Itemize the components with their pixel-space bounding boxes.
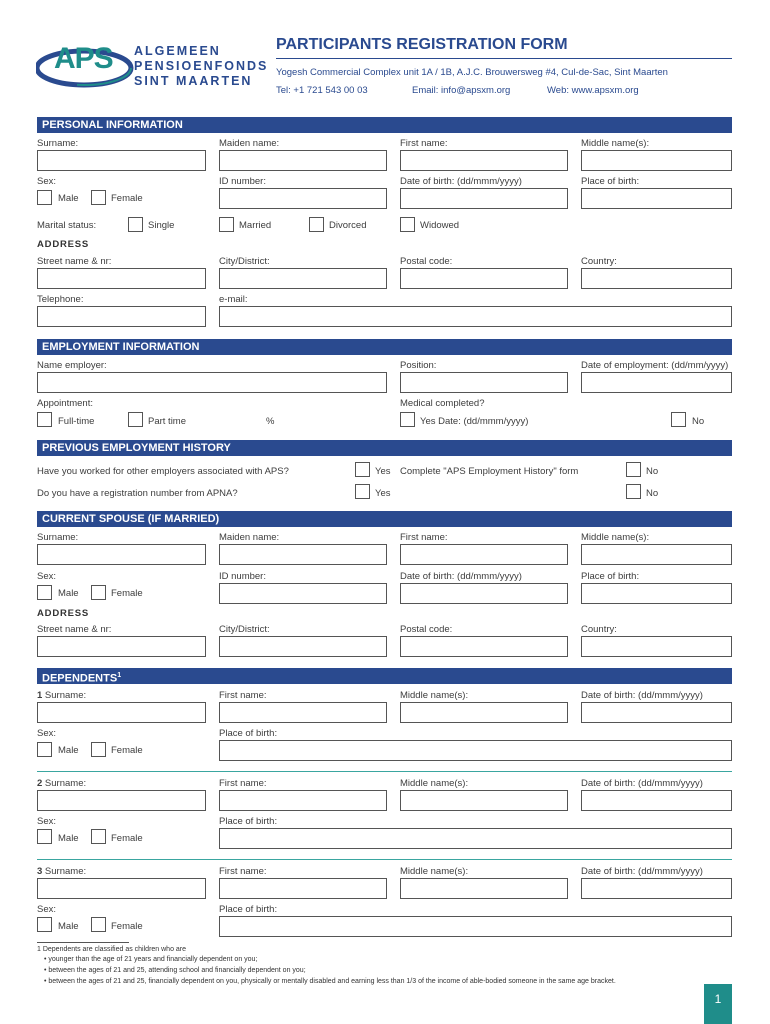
footnote-line-4: • between the ages of 21 and 25, financially dependent on you, physically or mentally disabled and earning less than 1/3 of the income of able-bodied someone in the same age bracket. (44, 978, 616, 985)
dependent-2-number: 2 (37, 778, 43, 789)
married-checkbox[interactable] (219, 217, 234, 232)
dependent-2-surname-label (37, 778, 86, 789)
header-email[interactable]: Email: info@apsxm.org (412, 85, 511, 96)
spouse-male-checkbox[interactable] (37, 585, 52, 600)
spouse-city-field[interactable] (219, 636, 387, 657)
country-label: Country: (581, 256, 617, 267)
dependent-3-sex-label: Sex: (37, 904, 57, 915)
dependent-3-surname-text: Surname: (42, 866, 87, 877)
spouse-pob-field[interactable] (581, 583, 732, 604)
dependent-3-surname-label (37, 866, 86, 877)
complete-history-label: Complete "APS Employment History" form (400, 466, 579, 477)
male-checkbox[interactable] (37, 190, 52, 205)
first-name-field[interactable] (400, 150, 568, 171)
dependent-3-middle-field[interactable] (400, 878, 568, 899)
dependent-2-dob-label: Date of birth: (dd/mmm/yyyy) (581, 778, 703, 789)
dependent-1-dob-label: Date of birth: (dd/mmm/yyyy) (581, 690, 703, 701)
dependent-1-middle-label: Middle name(s): (400, 690, 469, 701)
employment-date-field[interactable] (581, 372, 732, 393)
position-field[interactable] (400, 372, 568, 393)
spouse-first-field[interactable] (400, 544, 568, 565)
spouse-maiden-label: Maiden name: (219, 532, 280, 543)
fulltime-checkbox[interactable] (37, 412, 52, 427)
dependent-2-middle-field[interactable] (400, 790, 568, 811)
dependent-2-sex-label: Sex: (37, 816, 57, 827)
divorced-checkbox[interactable] (309, 217, 324, 232)
spouse-sex-label: Sex: (37, 571, 57, 582)
title-underline (276, 58, 732, 59)
dependent-3-surname-field[interactable] (37, 878, 206, 899)
dependent-1-number: 1 (37, 690, 43, 701)
dependent-2-first-label: First name: (219, 778, 267, 789)
city-field[interactable] (219, 268, 387, 289)
medical-label: Medical completed? (400, 398, 485, 409)
street-label: Street name & nr: (37, 256, 112, 267)
dependent-1-female-checkbox[interactable] (91, 742, 106, 757)
maiden-name-label: Maiden name: (219, 138, 280, 149)
page-number: 1 (704, 984, 732, 1024)
telephone-field[interactable] (37, 306, 206, 327)
single-checkbox[interactable] (128, 217, 143, 232)
dependent-2-pob-label: Place of birth: (219, 816, 278, 827)
header-tel: Tel: +1 721 543 00 03 (276, 85, 368, 96)
dependent-1-middle-field[interactable] (400, 702, 568, 723)
postal-field[interactable] (400, 268, 568, 289)
dependent-2-dob-field[interactable] (581, 790, 732, 811)
section-dependents (37, 668, 732, 684)
dependent-3-middle-label: Middle name(s): (400, 866, 469, 877)
divorced-label: Divorced (329, 220, 367, 231)
id-number-label: ID number: (219, 176, 266, 187)
telephone-label: Telephone: (37, 294, 84, 305)
dependents-footnote-ref: 1 (117, 672, 122, 679)
medical-no-label: No (692, 416, 705, 427)
apna-yes-label: Yes (375, 488, 391, 499)
dependent-3-first-label: First name: (219, 866, 267, 877)
spouse-id-field[interactable] (219, 583, 387, 604)
medical-yes-checkbox[interactable] (400, 412, 415, 427)
marital-status-label: Marital status: (37, 220, 97, 231)
spouse-maiden-field[interactable] (219, 544, 387, 565)
email-field[interactable] (219, 306, 732, 327)
spouse-male-label: Male (58, 588, 79, 599)
spouse-pob-label: Place of birth: (581, 571, 640, 582)
dependent-divider-1 (37, 771, 732, 772)
dependent-2-first-field[interactable] (219, 790, 387, 811)
footnote-line-3: • between the ages of 21 and 25, attending school and financially dependent on you; (44, 967, 306, 974)
spouse-dob-label: Date of birth: (dd/mmm/yyyy) (400, 571, 522, 582)
spouse-street-field[interactable] (37, 636, 206, 657)
footnote-rule (37, 942, 129, 943)
dependent-1-surname-field[interactable] (37, 702, 206, 723)
dependent-1-dob-field[interactable] (581, 702, 732, 723)
header-address: Yogesh Commercial Complex unit 1A / 1B, A.J.C. Brouwersweg #4, Cul-de-Sac, Sint Maarten (276, 67, 668, 78)
dependent-2-surname-text: Surname: (42, 778, 87, 789)
male-label: Male (58, 193, 79, 204)
apna-no-label: No (646, 488, 659, 499)
employment-date-label: Date of employment: (dd/mm/yyyy) (581, 360, 729, 371)
spouse-country-field[interactable] (581, 636, 732, 657)
spouse-female-checkbox[interactable] (91, 585, 106, 600)
spouse-city-label: City/District: (219, 624, 270, 635)
first-name-label: First name: (400, 138, 448, 149)
maiden-name-field[interactable] (219, 150, 387, 171)
dependent-2-female-checkbox[interactable] (91, 829, 106, 844)
dependent-1-pob-field[interactable] (219, 740, 732, 761)
parttime-checkbox[interactable] (128, 412, 143, 427)
medical-no-checkbox[interactable] (671, 412, 686, 427)
parttime-label: Part time (148, 416, 187, 427)
email-label: e-mail: (219, 294, 248, 305)
dependent-3-male-checkbox[interactable] (37, 917, 52, 932)
spouse-address-heading: ADDRESS (37, 608, 90, 619)
female-label: Female (111, 193, 143, 204)
worked-other-question: Have you worked for other employers associated with APS? (37, 466, 289, 477)
surname-label: Surname: (37, 138, 79, 149)
dependent-3-female-label: Female (111, 921, 143, 932)
section-personal-information: PERSONAL INFORMATION (37, 117, 732, 133)
dependent-3-pob-field[interactable] (219, 916, 732, 937)
dependents-heading: DEPENDENTS (42, 672, 118, 685)
spouse-middle-field[interactable] (581, 544, 732, 565)
fulltime-label: Full-time (58, 416, 95, 427)
dependent-2-pob-field[interactable] (219, 828, 732, 849)
widowed-checkbox[interactable] (400, 217, 415, 232)
dependent-2-female-label: Female (111, 833, 143, 844)
dependent-1-sex-label: Sex: (37, 728, 57, 739)
dependent-1-pob-label: Place of birth: (219, 728, 278, 739)
section-current-spouse: CURRENT SPOUSE (IF MARRIED) (37, 511, 732, 527)
apna-question: Do you have a registration number from APNA? (37, 488, 238, 499)
worked-other-no-label: No (646, 466, 659, 477)
surname-field[interactable] (37, 150, 206, 171)
dependent-3-male-label: Male (58, 921, 79, 932)
dependent-3-pob-label: Place of birth: (219, 904, 278, 915)
apna-yes-checkbox[interactable] (355, 484, 370, 499)
dependent-3-first-field[interactable] (219, 878, 387, 899)
middle-name-field[interactable] (581, 150, 732, 171)
dependent-divider-2 (37, 859, 732, 860)
logo-line-1: ALGEMEEN (134, 44, 221, 58)
spouse-surname-field[interactable] (37, 544, 206, 565)
postal-label: Postal code: (400, 256, 453, 267)
dependent-1-male-label: Male (58, 745, 79, 756)
spouse-first-label: First name: (400, 532, 448, 543)
spouse-postal-field[interactable] (400, 636, 568, 657)
pob-field[interactable] (581, 188, 732, 209)
aps-logo (36, 40, 136, 90)
dependent-3-dob-field[interactable] (581, 878, 732, 899)
section-previous-employment: PREVIOUS EMPLOYMENT HISTORY (37, 440, 732, 456)
logo-line-3: SINT MAARTEN (134, 74, 253, 88)
address-heading: ADDRESS (37, 239, 90, 250)
logo-abbr: APS (54, 42, 113, 75)
middle-name-label: Middle name(s): (581, 138, 650, 149)
dependent-2-middle-label: Middle name(s): (400, 778, 469, 789)
dependent-1-first-field[interactable] (219, 702, 387, 723)
dependent-3-female-checkbox[interactable] (91, 917, 106, 932)
footnote-line-2: • younger than the age of 21 years and financially dependent on you; (44, 956, 258, 963)
dependent-2-surname-field[interactable] (37, 790, 206, 811)
spouse-country-label: Country: (581, 624, 617, 635)
widowed-label: Widowed (420, 220, 460, 231)
spouse-street-label: Street name & nr: (37, 624, 112, 635)
spouse-id-label: ID number: (219, 571, 266, 582)
dependent-1-female-label: Female (111, 745, 143, 756)
single-label: Single (148, 220, 175, 231)
dependent-1-first-label: First name: (219, 690, 267, 701)
spouse-dob-field[interactable] (400, 583, 568, 604)
header-web[interactable]: Web: www.apsxm.org (547, 85, 639, 96)
medical-yes-date-label: Yes Date: (dd/mmm/yyyy) (420, 416, 529, 427)
spouse-middle-label: Middle name(s): (581, 532, 650, 543)
street-field[interactable] (37, 268, 206, 289)
appointment-label: Appointment: (37, 398, 93, 409)
apna-no-checkbox[interactable] (626, 484, 641, 499)
worked-other-yes-checkbox[interactable] (355, 462, 370, 477)
logo-line-2: PENSIOENFONDS (134, 59, 269, 73)
footnote-line-1: 1 Dependents are classified as children who are (37, 946, 187, 953)
female-checkbox[interactable] (91, 190, 106, 205)
employer-field[interactable] (37, 372, 387, 393)
dob-field[interactable] (400, 188, 568, 209)
dependent-1-male-checkbox[interactable] (37, 742, 52, 757)
country-field[interactable] (581, 268, 732, 289)
dependent-3-number: 3 (37, 866, 43, 877)
dependent-2-male-checkbox[interactable] (37, 829, 52, 844)
spouse-female-label: Female (111, 588, 143, 599)
position-label: Position: (400, 360, 437, 371)
sex-label: Sex: (37, 176, 57, 187)
dob-label: Date of birth: (dd/mmm/yyyy) (400, 176, 522, 187)
spouse-surname-label: Surname: (37, 532, 79, 543)
dependent-2-male-label: Male (58, 833, 79, 844)
dependent-1-surname-label (37, 690, 86, 701)
city-label: City/District: (219, 256, 270, 267)
pob-label: Place of birth: (581, 176, 640, 187)
married-label: Married (239, 220, 272, 231)
worked-other-no-checkbox[interactable] (626, 462, 641, 477)
percent-label: % (266, 416, 275, 427)
page-title: PARTICIPANTS REGISTRATION FORM (276, 36, 568, 53)
worked-other-yes-label: Yes (375, 466, 391, 477)
section-employment-information: EMPLOYMENT INFORMATION (37, 339, 732, 355)
employer-label: Name employer: (37, 360, 107, 371)
dependent-1-surname-text: Surname: (42, 690, 87, 701)
id-number-field[interactable] (219, 188, 387, 209)
spouse-postal-label: Postal code: (400, 624, 453, 635)
dependent-3-dob-label: Date of birth: (dd/mmm/yyyy) (581, 866, 703, 877)
